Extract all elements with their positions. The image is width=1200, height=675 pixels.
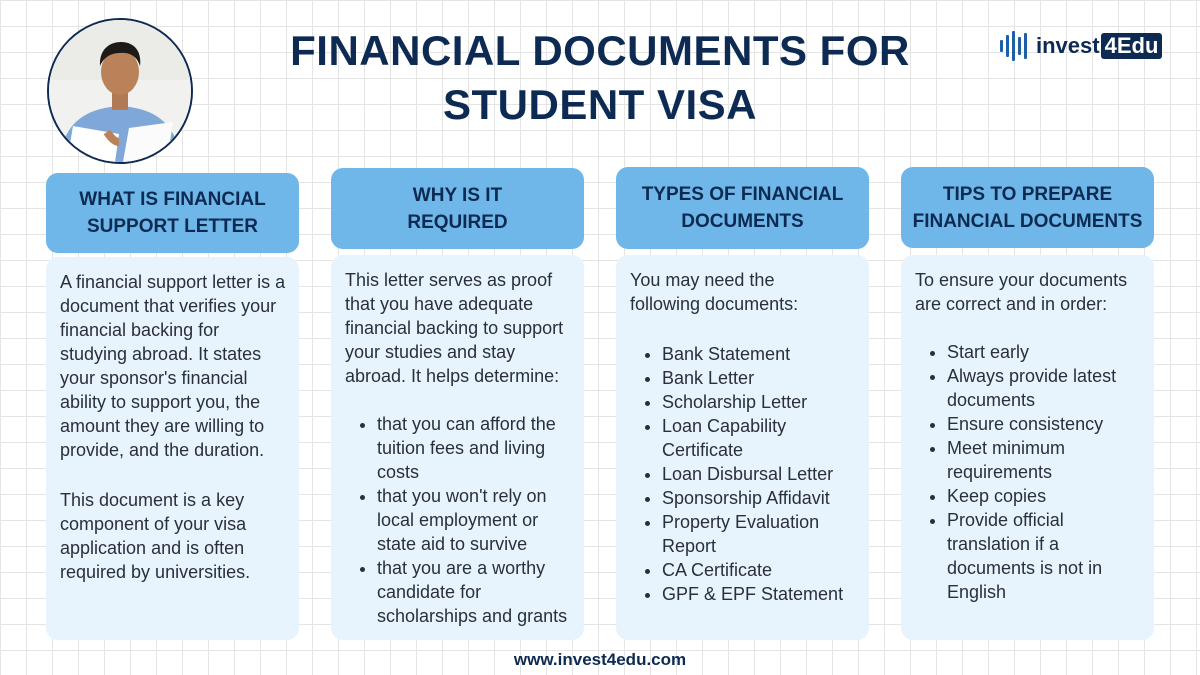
list-item: • Scholarship Letter <box>662 390 859 414</box>
website-link[interactable]: www.invest4edu.com <box>513 650 687 669</box>
list-item: • that you can afford the tuition fees and living costs <box>377 412 574 484</box>
heading-label: WHY IS IT REQUIRED <box>407 184 508 233</box>
card-why-is-it-required <box>331 255 584 640</box>
document-list <box>630 342 859 606</box>
heading-tips-to-prepare-financial-documents <box>901 167 1154 248</box>
invest4edu-logo <box>1000 30 1162 62</box>
list-item: • Bank Statement <box>662 342 859 366</box>
list-item: • Bank Letter <box>662 366 859 390</box>
paragraph: A financial support letter is a document that verifies your financial backing for studying abroad. It states your sponsor's financial ability to support you, the amount they are willing to provide, and the duration. <box>60 272 286 460</box>
list-item: • Sponsorship Affidavit <box>662 486 859 510</box>
list-item: • that you are a worthy candidate for scholarships and grants <box>377 556 574 628</box>
card-types-of-financial-documents <box>616 255 869 640</box>
heading-types-of-financial-documents <box>616 167 869 249</box>
list-item: • Meet minimum requirements <box>947 436 1097 484</box>
heading-what-is-financial-support-letter <box>46 173 299 253</box>
heading-label: WHAT IS FINANCIAL SUPPORT LETTER <box>79 189 266 237</box>
intro-text: You may need the following documents: <box>630 270 799 314</box>
list-item: • Keep copies <box>947 484 1144 508</box>
list-item: • that you won't rely on local employment or state aid to survive <box>377 484 574 556</box>
reason-list <box>345 412 574 628</box>
heading-label: TYPES OF FINANCIAL DOCUMENTS <box>641 184 844 232</box>
list-item: • Loan Disbursal Letter <box>662 462 859 486</box>
intro-text: To ensure your documents are correct and in order: <box>915 270 1128 314</box>
list-item: • Loan Capability Certificate <box>662 414 812 462</box>
list-item: • Provide official translation if a documents is not in English <box>947 508 1127 604</box>
logo-text: invest <box>1036 33 1100 58</box>
paragraph: This document is a key component of your visa application and is often required by universities. <box>60 490 251 582</box>
heading-why-is-it-required <box>331 168 584 249</box>
student-photo <box>47 18 193 164</box>
list-item: • Always provide latest documents <box>947 364 1144 412</box>
list-item: • CA Certificate <box>662 558 859 582</box>
card-tips-to-prepare-financial-documents <box>901 255 1154 640</box>
list-item: • Start early <box>947 340 1144 364</box>
tips-list <box>915 340 1144 604</box>
soundwave-icon <box>1000 31 1027 61</box>
card-what-is-financial-support-letter <box>46 257 299 640</box>
intro-text: This letter serves as proof that you have adequate financial backing to support your studies and stay abroad. It helps determine: <box>345 270 564 386</box>
heading-label: TIPS TO PREPARE FINANCIAL DOCUMENTS <box>912 183 1143 232</box>
page-title: FINANCIAL DOCUMENTS FOR STUDENT VISA <box>290 27 910 128</box>
list-item: • Property Evaluation Report <box>662 510 842 558</box>
list-item: • Ensure consistency <box>947 412 1144 436</box>
list-item: • GPF & EPF Statement <box>662 582 859 606</box>
logo-highlight: 4Edu <box>1101 33 1163 59</box>
